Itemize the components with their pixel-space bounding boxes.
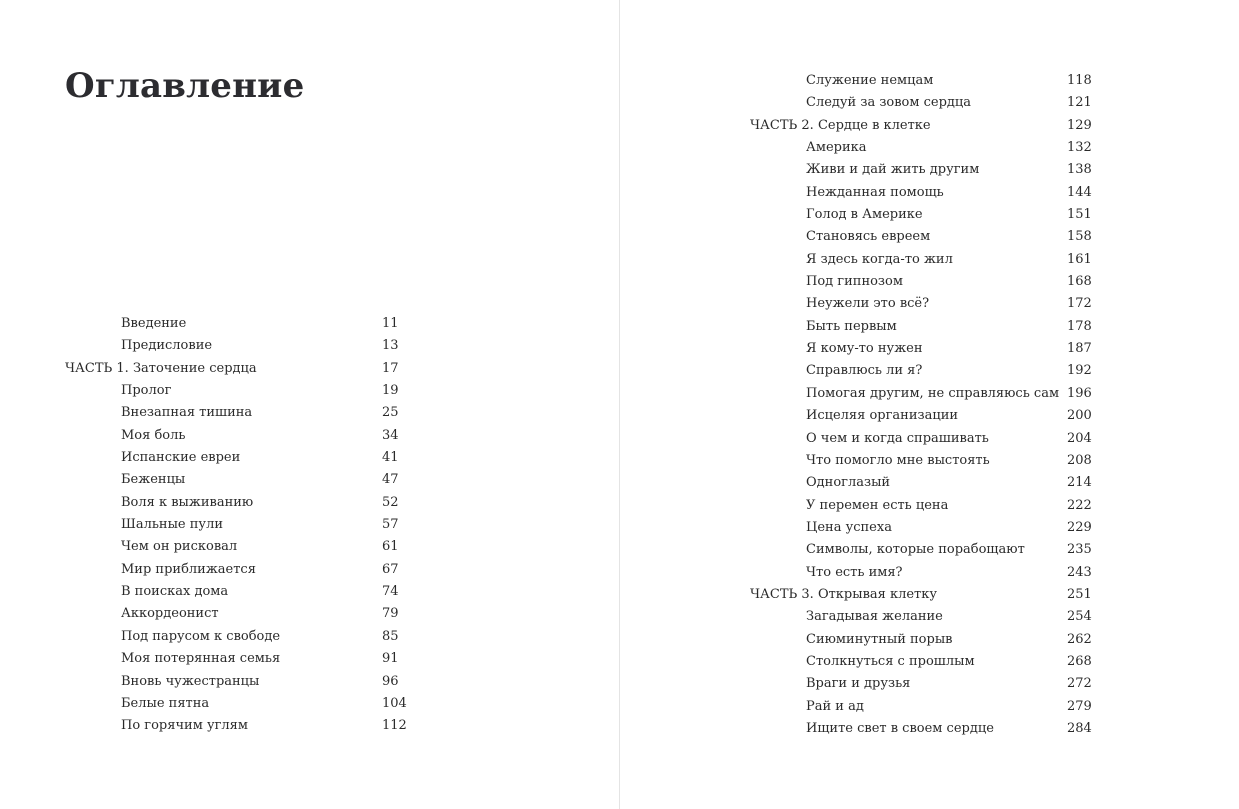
toc-entry-page-number: 34 [382, 427, 399, 443]
toc-entry-title: Воля к выживанию [121, 494, 254, 510]
toc-entry-title: Нежданная помощь [806, 184, 944, 200]
toc-entry-page-number: 214 [1067, 475, 1092, 491]
toc-entry-title: Что помогло мне выстоять [806, 452, 990, 468]
toc-entry[interactable] [750, 562, 1230, 584]
toc-entry-page-number: 279 [1067, 698, 1092, 714]
toc-entry-title: Рай и ад [806, 698, 864, 714]
left-page [0, 0, 619, 809]
toc-entry[interactable] [65, 425, 425, 447]
toc-entry-title: Служение немцам [806, 73, 934, 88]
toc-entry[interactable] [750, 360, 1230, 382]
right-page [620, 0, 1239, 809]
toc-entry-title: Шальные пули [121, 517, 223, 533]
toc-entry-page-number: 172 [1067, 296, 1092, 312]
toc-entry[interactable] [65, 313, 425, 335]
toc-entry-title: Аккордеонист [121, 606, 219, 622]
toc-entry-page-number: 57 [382, 517, 399, 533]
toc-entry[interactable] [65, 626, 425, 648]
toc-entry-page-number: 79 [382, 606, 399, 622]
toc-entry-title: Одноглазый [806, 475, 891, 491]
toc-entry-title: Пролог [121, 383, 172, 399]
toc-entry-page-number: 85 [382, 628, 399, 644]
toc-entry-title: Символы, которые порабощают [806, 542, 1025, 558]
toc-entry[interactable] [750, 70, 1230, 92]
toc-part-heading[interactable] [750, 584, 1230, 606]
toc-entry-title: Сиюминутный порыв [806, 631, 953, 647]
toc-entry-title: Исцеляя организации [806, 408, 959, 424]
toc-entry-page-number: 13 [382, 338, 399, 354]
toc-entry-title: Белые пятна [121, 695, 210, 711]
toc-entry-title: Справлюсь ли я? [806, 363, 923, 379]
toc-entry-page-number: 91 [382, 651, 399, 667]
toc-entry-page-number: 104 [382, 695, 407, 711]
toc-entry-title: ЧАСТЬ 3. Открывая клетку [750, 586, 938, 602]
toc-entry-page-number: 138 [1067, 162, 1092, 178]
toc-entry[interactable] [750, 629, 1230, 651]
toc-entry[interactable] [65, 335, 425, 357]
toc-entry[interactable] [750, 182, 1230, 204]
toc-entry[interactable] [65, 581, 425, 603]
toc-entry-title: Чем он рисковал [121, 539, 238, 555]
toc-entry-page-number: 235 [1067, 542, 1092, 558]
toc-entry[interactable] [750, 271, 1230, 293]
toc-entry-title: Я здесь когда-то жил [806, 251, 953, 267]
toc-entry-title: Под парусом к свободе [121, 628, 281, 644]
toc-entry-page-number: 158 [1067, 229, 1092, 245]
toc-entry-title: Что есть имя? [806, 564, 903, 580]
toc-entry-page-number: 118 [1067, 73, 1092, 88]
toc-entry-title: Введение [121, 316, 187, 331]
toc-entry-page-number: 251 [1067, 586, 1092, 602]
toc-entry-title: Моя потерянная семья [121, 651, 281, 667]
toc-entry[interactable] [65, 648, 425, 670]
toc-entry-title: Америка [806, 140, 867, 156]
toc-entry-page-number: 200 [1067, 408, 1092, 424]
toc-entry[interactable] [65, 469, 425, 491]
toc-entry-title: Загадывая желание [806, 609, 943, 625]
toc-entry[interactable] [750, 316, 1230, 338]
toc-entry-page-number: 243 [1067, 564, 1092, 580]
toc-entry-page-number: 262 [1067, 631, 1092, 647]
toc-entry-title: Неужели это всё? [806, 296, 930, 312]
toc-entry[interactable] [65, 536, 425, 558]
toc-entry[interactable] [750, 383, 1230, 405]
toc-entry[interactable] [750, 495, 1230, 517]
toc-entry-page-number: 129 [1067, 117, 1092, 133]
toc-entry[interactable] [750, 517, 1230, 539]
toc-entry-page-number: 19 [382, 383, 399, 399]
toc-entry[interactable] [750, 159, 1230, 181]
toc-entry[interactable] [65, 693, 425, 715]
toc-entry-title: Цена успеха [806, 519, 892, 535]
toc-entry-title: Внезапная тишина [121, 405, 253, 421]
toc-entry[interactable] [750, 405, 1230, 427]
toc-entry[interactable] [750, 718, 1230, 740]
toc-entry[interactable] [65, 671, 425, 693]
toc-entry[interactable] [65, 492, 425, 514]
toc-entry-page-number: 187 [1067, 341, 1092, 357]
toc-part-heading[interactable] [65, 358, 425, 380]
toc-entry-title: Живи и дай жить другим [806, 162, 980, 178]
toc-entry-page-number: 47 [382, 472, 399, 488]
toc-entry[interactable] [750, 428, 1230, 450]
toc-entry-page-number: 178 [1067, 318, 1092, 334]
toc-entry-title: Следуй за зовом сердца [806, 95, 972, 111]
toc-entry-title: ЧАСТЬ 2. Сердце в клетке [750, 117, 931, 133]
toc-entry[interactable] [750, 249, 1230, 271]
toc-entry-title: Беженцы [121, 472, 186, 488]
toc-entry-page-number: 52 [382, 494, 399, 510]
toc-entry-title: ЧАСТЬ 1. Заточение сердца [65, 360, 257, 376]
toc-entry[interactable] [750, 673, 1230, 695]
toc-entry-page-number: 25 [382, 405, 399, 421]
toc-entry-page-number: 61 [382, 539, 399, 555]
toc-entry-title: Становясь евреем [806, 229, 931, 245]
toc-entry-title: Голод в Америке [806, 207, 923, 223]
toc-entry[interactable] [65, 715, 425, 737]
toc-entry-title: Вновь чужестранцы [121, 673, 260, 689]
toc-entry[interactable] [750, 651, 1230, 673]
toc-entry-page-number: 151 [1067, 207, 1092, 223]
toc-entry-page-number: 204 [1067, 430, 1092, 446]
page-title: Оглавление [65, 66, 305, 106]
toc-entry-page-number: 121 [1067, 95, 1092, 111]
toc-entry-title: Моя боль [121, 427, 186, 443]
toc-entry[interactable] [750, 226, 1230, 248]
toc-entry[interactable] [65, 447, 425, 469]
toc-entry-page-number: 161 [1067, 251, 1092, 267]
toc-entry-page-number: 168 [1067, 274, 1092, 290]
toc-entry[interactable] [750, 137, 1230, 159]
toc-entry[interactable] [750, 92, 1230, 114]
toc-entry-page-number: 132 [1067, 140, 1092, 156]
toc-entry-page-number: 11 [382, 316, 399, 331]
toc-entry-page-number: 229 [1067, 519, 1092, 535]
toc-entry[interactable] [750, 338, 1230, 360]
toc-part-heading[interactable] [750, 115, 1230, 137]
toc-entry-page-number: 254 [1067, 609, 1092, 625]
toc-entry[interactable] [750, 696, 1230, 718]
toc-entry-title: Быть первым [806, 318, 897, 334]
toc-entry[interactable] [65, 402, 425, 424]
toc-entry-title: Враги и друзья [806, 676, 911, 692]
toc-entry-page-number: 272 [1067, 676, 1092, 692]
toc-entry-page-number: 96 [382, 673, 399, 689]
toc-entry-title: Мир приближается [121, 561, 256, 577]
toc-entry-page-number: 196 [1067, 385, 1092, 401]
toc-list-right [750, 70, 1230, 740]
toc-entry-title: О чем и когда спрашивать [806, 430, 989, 446]
toc-entry-title: По горячим углям [121, 718, 248, 734]
toc-entry-page-number: 112 [382, 718, 407, 734]
toc-entry[interactable] [65, 514, 425, 536]
toc-entry[interactable] [750, 204, 1230, 226]
toc-entry-title: Предисловие [121, 338, 213, 354]
toc-entry-title: У перемен есть цена [806, 497, 949, 513]
toc-entry-title: Испанские евреи [121, 450, 241, 466]
toc-entry-page-number: 144 [1067, 184, 1092, 200]
toc-entry-title: В поисках дома [121, 584, 229, 600]
toc-entry-page-number: 192 [1067, 363, 1092, 379]
toc-entry[interactable] [750, 450, 1230, 472]
toc-entry-title: Столкнуться с прошлым [806, 653, 975, 669]
toc-list-left [65, 313, 425, 738]
toc-entry-page-number: 284 [1067, 720, 1092, 736]
toc-entry[interactable] [65, 603, 425, 625]
toc-entry[interactable] [750, 472, 1230, 494]
toc-entry-page-number: 67 [382, 561, 399, 577]
toc-entry-title: Я кому-то нужен [806, 341, 923, 357]
toc-entry[interactable] [750, 539, 1230, 561]
toc-entry[interactable] [750, 293, 1230, 315]
toc-entry-title: Помогая другим, не справляюсь сам [806, 385, 1060, 401]
toc-entry-title: Ищите свет в своем сердце [806, 720, 994, 736]
toc-entry-page-number: 74 [382, 584, 399, 600]
toc-entry[interactable] [750, 606, 1230, 628]
toc-entry-page-number: 17 [382, 360, 399, 376]
toc-entry-page-number: 222 [1067, 497, 1092, 513]
toc-entry-page-number: 208 [1067, 452, 1092, 468]
toc-entry-page-number: 268 [1067, 653, 1092, 669]
toc-entry-page-number: 41 [382, 450, 399, 466]
toc-entry[interactable] [65, 559, 425, 581]
toc-entry-title: Под гипнозом [806, 274, 903, 290]
toc-entry[interactable] [65, 380, 425, 402]
